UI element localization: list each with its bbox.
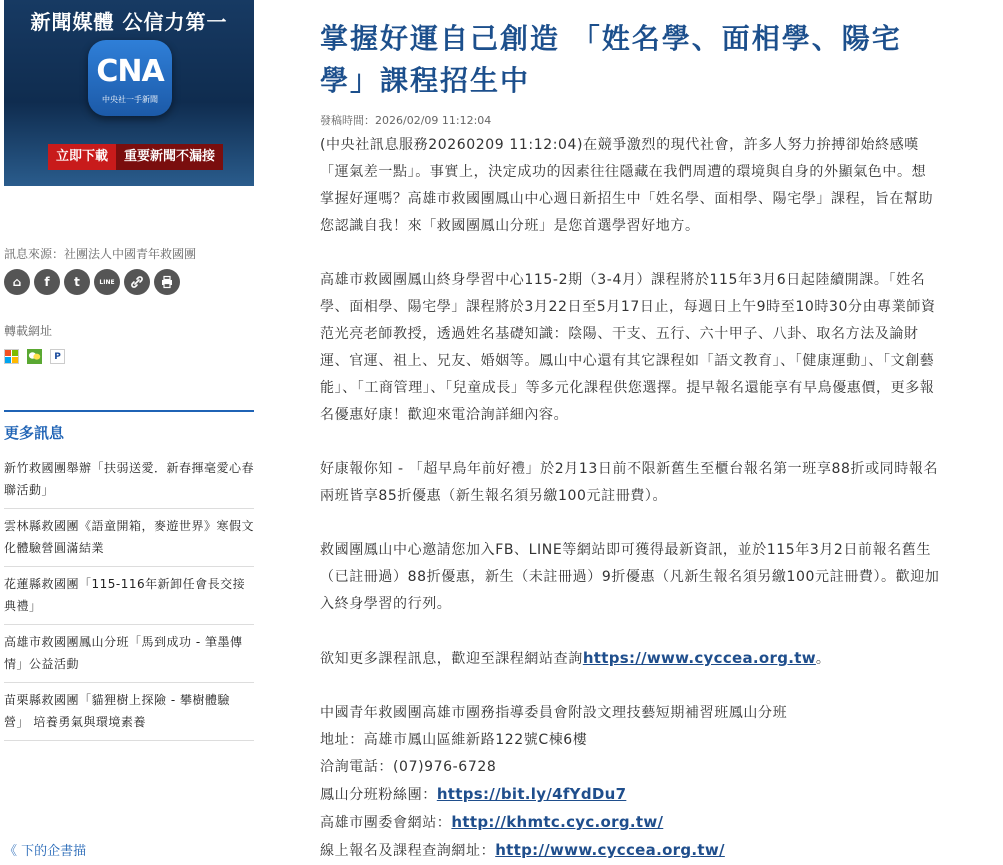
contact-fans — [320, 781, 940, 809]
facebook-icon[interactable]: f — [34, 269, 60, 295]
more-info-suffix: 。 — [815, 651, 831, 667]
news-link[interactable]: 苗栗縣救國團「貓狸樹上探險 - 攀樹體驗營」 培養勇氣與環境素養 — [4, 683, 254, 741]
article-paragraph: 好康報你知 - 「超早鳥年前好禮」於2月13日前不限新舊生至櫃台報名第一班享88折或同時報名兩班皆享85折優惠（新生報名須另繳100元註冊費）。 — [320, 461, 939, 504]
contact-online — [320, 837, 940, 865]
more-info-paragraph — [320, 645, 940, 673]
article — [320, 18, 940, 865]
news-link[interactable]: 高雄市救國團鳳山分班「馬到成功 - 筆墨傳情」公益活動 — [4, 625, 254, 683]
repost-icons — [4, 349, 65, 364]
twitter-icon[interactable]: t — [64, 269, 90, 295]
cna-logo-text: CNA — [96, 54, 164, 89]
news-link[interactable]: 新竹救國團舉辦「扶弱送愛．新春揮毫愛心春聯活動」 — [4, 451, 254, 509]
article-paragraph: (中央社訊息服務20260209 11:12:04)在競爭激烈的現代社會，許多人努力拚搏卻始終感嘆「運氣差一點」。事實上，決定成功的因素往往隱藏在我們周遭的環境與自身的外顯氣色中。想掌握好運嗎？高雄市救國團鳳山中心週日新招生中「姓名學、面相學、陽宅學」課程，旨在幫助您認識自我！來「救國團鳳山分班」是您首選學習好地方。 — [320, 137, 934, 234]
chat-bubble-icon[interactable] — [27, 349, 42, 364]
fans-page-link[interactable]: https://bit.ly/4fYdDu7 — [436, 785, 627, 803]
contact-phone: 洽詢電話：(07)976-6728 — [320, 759, 497, 775]
pchome-icon[interactable]: P — [50, 349, 65, 364]
news-link[interactable]: 花蓮縣救國團「115-116年新卸任會長交接典禮」 — [4, 567, 254, 625]
link-icon[interactable] — [124, 269, 150, 295]
news-source: 訊息來源：社團法人中國青年救國團 — [4, 247, 197, 261]
course-site-link[interactable]: https://www.cyccea.org.tw — [582, 649, 816, 667]
ad-ribbon — [48, 144, 223, 170]
ad-slogan: 重要新聞不漏接 — [116, 144, 223, 170]
line-icon[interactable]: LINE — [94, 269, 120, 295]
more-info-text: 欲知更多課程訊息，歡迎至課程網站查詢 — [320, 651, 583, 667]
contact-city — [320, 809, 940, 837]
ad-headline: 新聞媒體 公信力第一 — [30, 10, 228, 34]
cna-app-ad-banner[interactable] — [4, 0, 254, 186]
cna-app-icon — [88, 40, 172, 116]
article-title: 掌握好運自己創造 「姓名學、面相學、陽宅學」課程招生中 — [320, 22, 902, 97]
truncated-sidebar-heading[interactable]: 《 下的企書描 — [4, 844, 87, 859]
more-news-section — [4, 410, 254, 741]
repost-label: 轉載網址 — [4, 324, 53, 338]
news-link[interactable]: 雲林縣救國團《語童開箱，麥遊世界》寒假文化體驗營圓滿結業 — [4, 509, 254, 567]
print-icon[interactable] — [154, 269, 180, 295]
more-news-title: 更多訊息 — [4, 424, 65, 442]
share-buttons — [4, 269, 180, 295]
city-site-link[interactable]: http://khmtc.cyc.org.tw/ — [451, 813, 664, 831]
publish-time: 發稿時間：2026/02/09 11:12:04 — [320, 114, 492, 127]
online-signup-link[interactable]: http://www.cyccea.org.tw/ — [495, 841, 725, 859]
ad-download-label[interactable]: 立即下載 — [48, 144, 116, 170]
ad-app-name: 中央社一手新聞 — [102, 95, 158, 104]
contact-org: 中國青年救國團高雄市團務指導委員會附設文理技藝短期補習班鳳山分班 — [320, 705, 788, 721]
windows-news-icon[interactable] — [4, 349, 19, 364]
article-paragraph: 救國團鳳山中心邀請您加入FB、LINE等網站即可獲得最新資訊，並於115年3月2日前報名舊生（已註冊過）88折優惠，新生（未註冊過）9折優惠（凡新生報名須另繳100元註冊費）。歡迎加入終身學習的行列。 — [320, 542, 940, 612]
article-body — [320, 132, 940, 865]
fans-label: 鳳山分班粉絲團： — [320, 787, 437, 803]
city-label: 高雄市團委會網站： — [320, 815, 452, 831]
article-paragraph: 高雄市救國團鳳山終身學習中心115-2期（3-4月）課程將於115年3月6日起陸續開課。「姓名學、面相學、陽宅學」課程將於3月22日至5月17日止，每週日上午9時至10時30分由專業師資范光亮老師教授，透過姓名基礎知識：陰陽、干支、五行、六十甲子、八卦、取名方法及論財運、官運、祖上、兄友、婚姻等。鳳山中心還有其它課程如「語文教育」、「健康運動」、「文創藝能」、「工商管理」、「兒童成長」等多元化課程供您選擇。提早報名還能享有早鳥優惠價，更多報名優惠好康！歡迎來電洽詢詳細內容。 — [320, 272, 936, 423]
home-icon[interactable]: ⌂ — [4, 269, 30, 295]
contact-address: 地址：高雄市鳳山區維新路122號C棟6樓 — [320, 732, 588, 748]
online-label: 線上報名及課程查詢網址： — [320, 843, 496, 859]
